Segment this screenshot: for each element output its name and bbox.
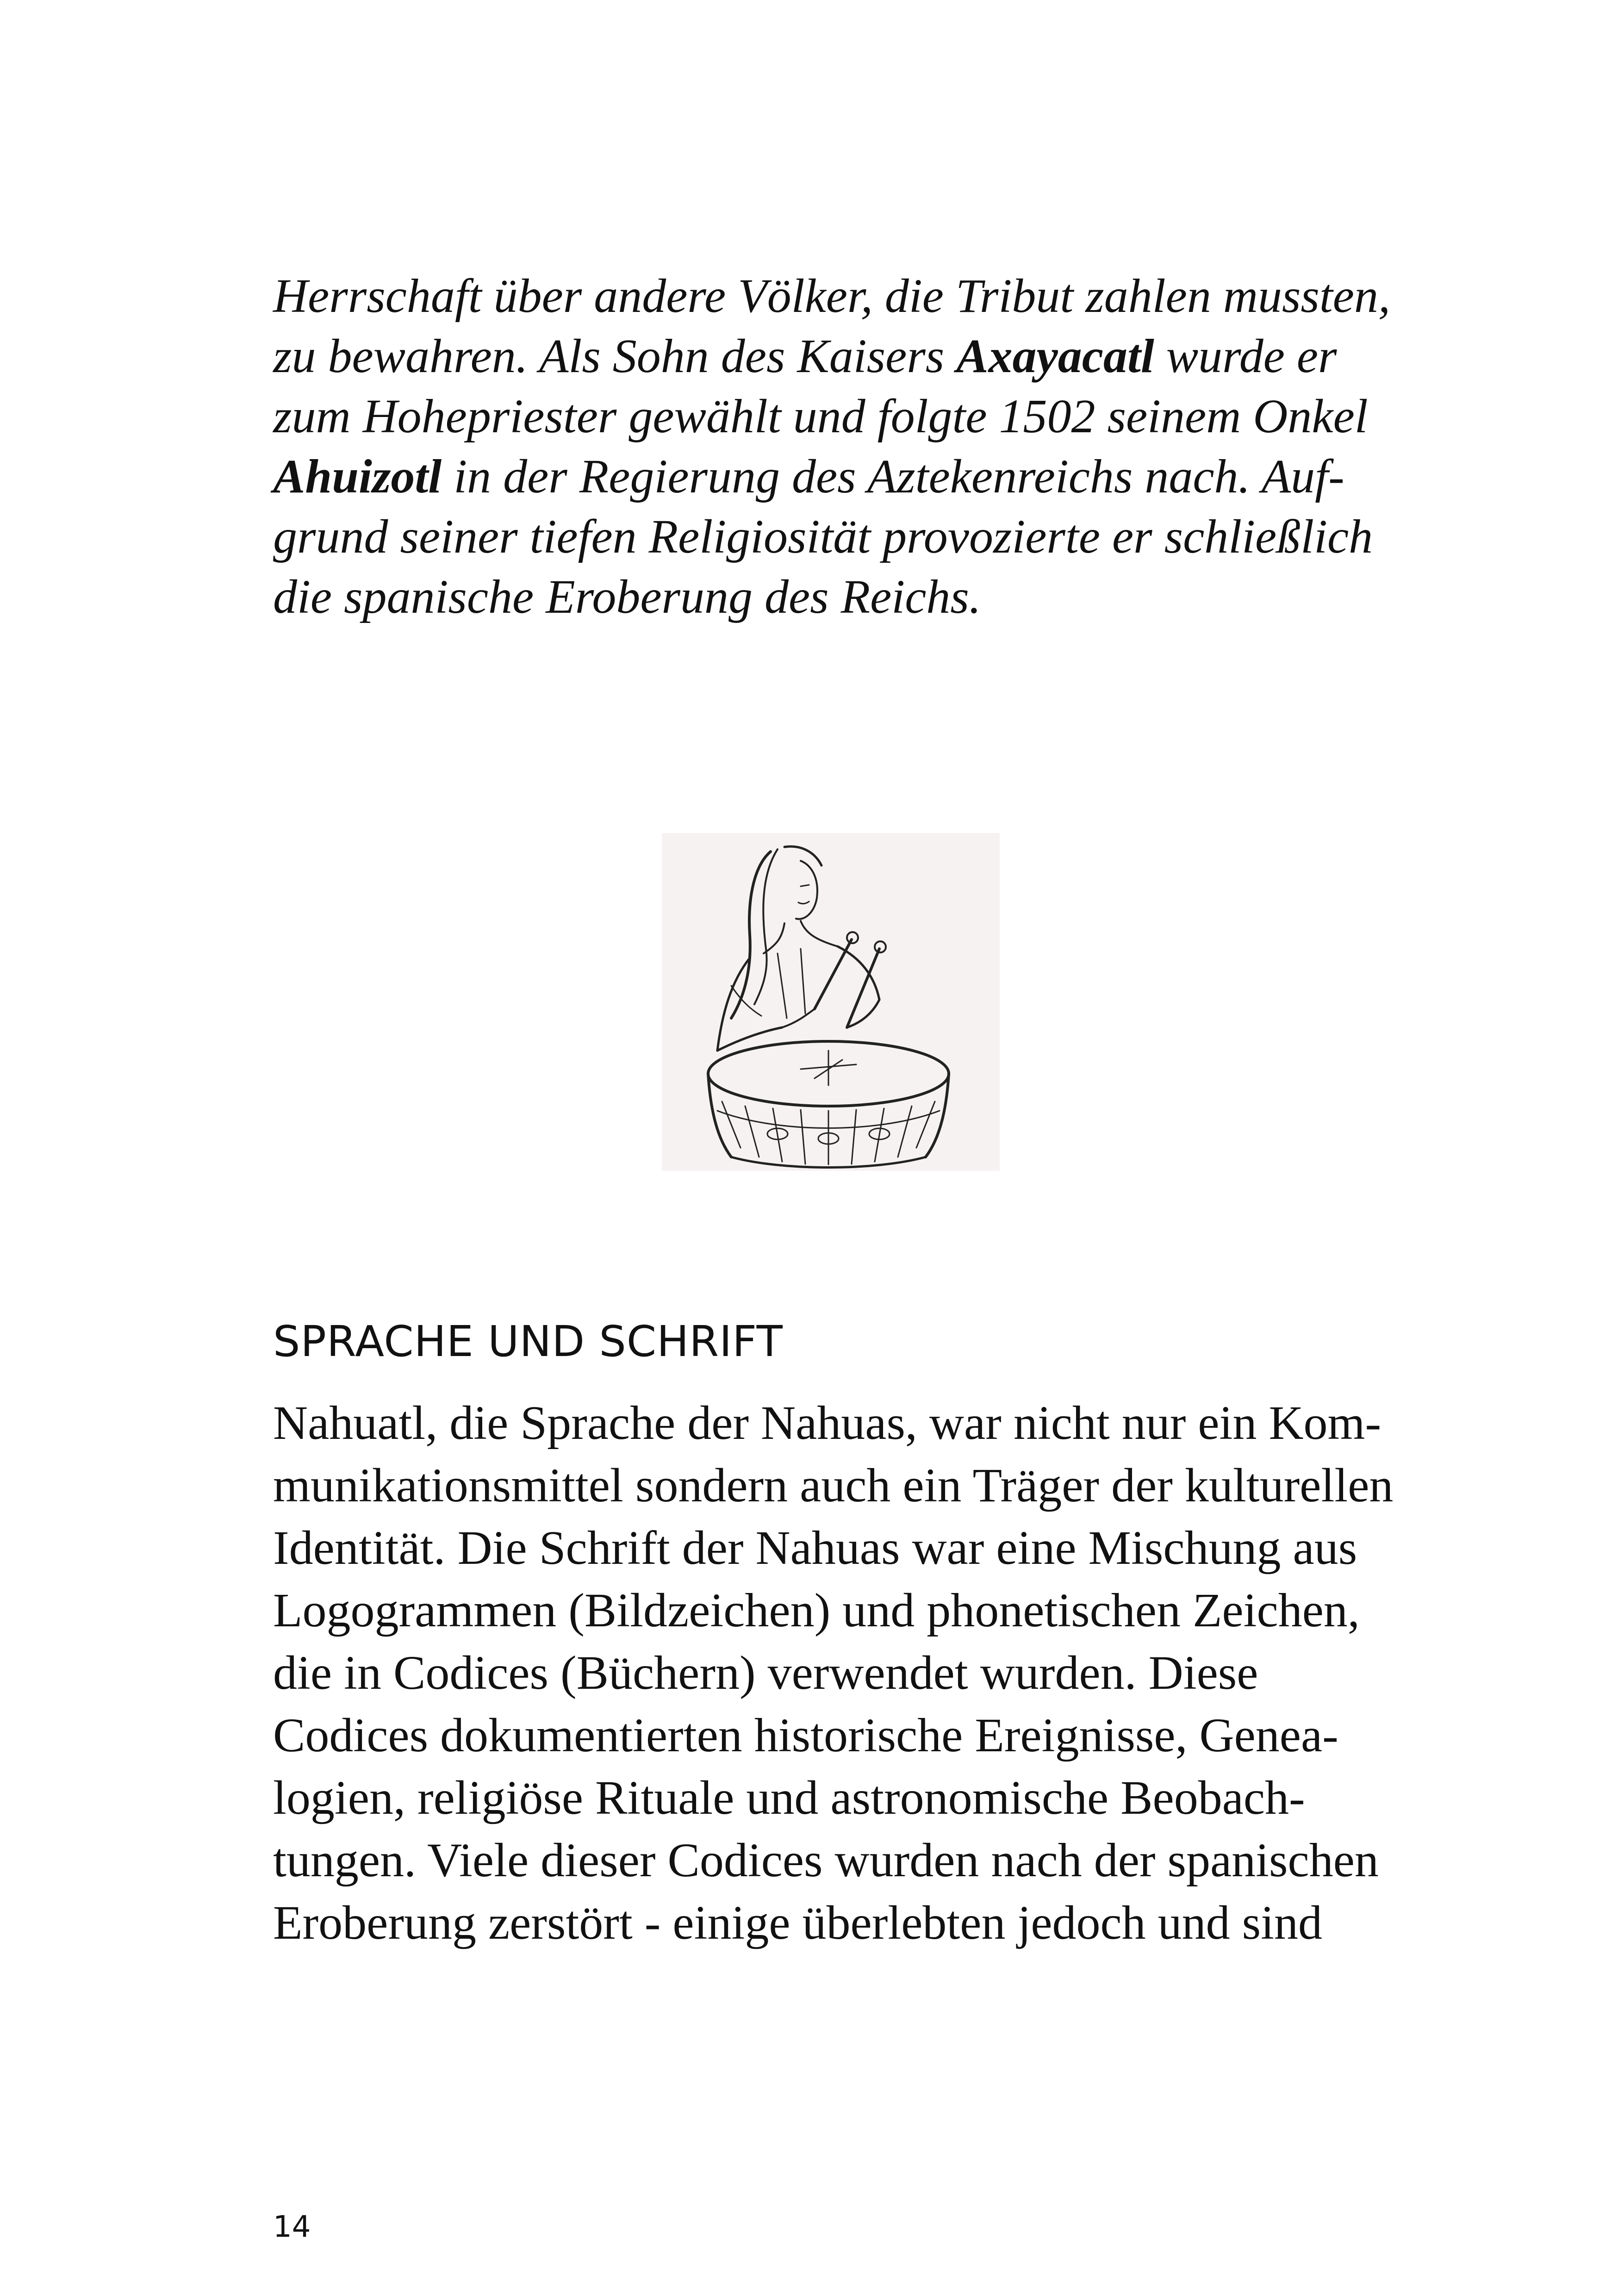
- intro-text: zu bewahren. Als Sohn des Kaisers: [273, 330, 957, 383]
- intro-line: [273, 386, 1368, 447]
- intro-line: [273, 326, 1337, 386]
- intro-line: [273, 447, 1344, 507]
- body-line: logien, religiöse Rituale und astronomische Beobach-: [273, 1771, 1305, 1824]
- body-line: Nahuatl, die Sprache der Nahuas, war nicht nur ein Kom-: [273, 1396, 1382, 1450]
- intro-bold-name: Axayacatl: [956, 330, 1154, 383]
- intro-text: wurde er: [1154, 330, 1337, 383]
- intro-text: Herrschaft über andere Völker, die Tribut zahlen mussten,: [273, 269, 1390, 323]
- drummer-sketch-icon: [662, 833, 1000, 1171]
- body-line: Logogrammen (Bildzeichen) und phonetischen Zeichen,: [273, 1584, 1360, 1637]
- section-heading: SPRACHE UND SCHRIFT: [273, 1317, 783, 1366]
- intro-bold-name: Ahuizotl: [273, 450, 442, 503]
- intro-line: [273, 507, 1373, 567]
- intro-line: [273, 567, 981, 627]
- intro-line: [273, 266, 1390, 326]
- body-line: Identität. Die Schrift der Nahuas war eine Mischung aus: [273, 1521, 1357, 1574]
- page-number: 14: [273, 2210, 311, 2244]
- body-line: Eroberung zerstört - einige überlebten jedoch und sind: [273, 1896, 1323, 1949]
- body-line: tungen. Viele dieser Codices wurden nach der spanischen: [273, 1834, 1379, 1887]
- intro-text: in der Regierung des Aztekenreichs nach. Auf-: [442, 450, 1344, 503]
- body-line: Codices dokumentierten historische Ereignisse, Genea-: [273, 1709, 1338, 1762]
- body-line: die in Codices (Büchern) verwendet wurden. Diese: [273, 1646, 1258, 1699]
- body-line: munikationsmittel sondern auch ein Träger der kulturellen: [273, 1459, 1394, 1512]
- intro-text: zum Hohepriester gewählt und folgte 1502 seinem Onkel: [273, 390, 1368, 443]
- intro-text: grund seiner tiefen Religiosität provozierte er schließlich: [273, 510, 1373, 563]
- intro-text: die spanische Eroberung des Reichs.: [273, 570, 981, 623]
